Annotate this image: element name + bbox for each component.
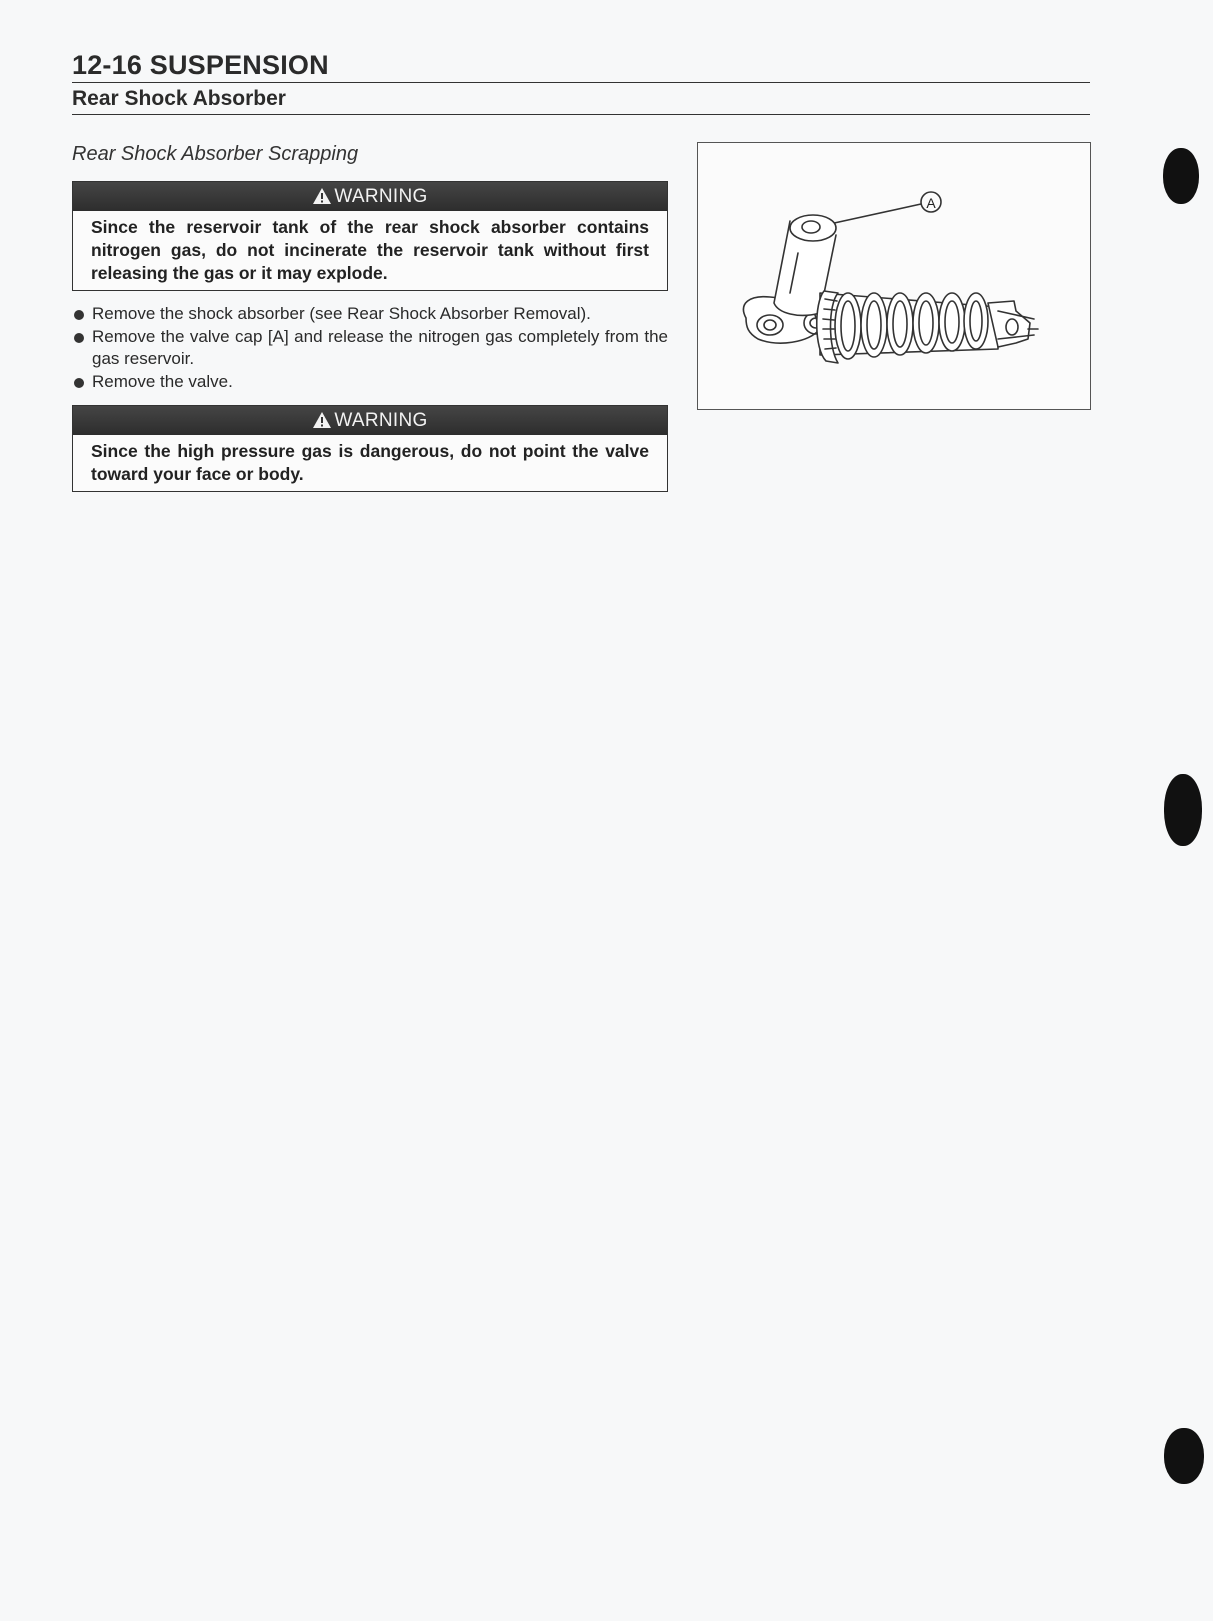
list-item [72, 303, 668, 326]
warning-triangle-icon [312, 187, 332, 205]
subsection-title: Rear Shock Absorber [72, 87, 286, 110]
procedure-column [72, 140, 668, 492]
warning-text: Since the reservoir tank of the rear shock absorber contains nitrogen gas, do not incinerate the reservoir tank without first releasing the gas or it may explode. [91, 217, 649, 283]
bullet-icon [74, 333, 84, 343]
header-rule-bottom [72, 114, 1090, 115]
procedure-title: Rear Shock Absorber Scrapping [72, 143, 359, 165]
step-list [72, 303, 668, 393]
list-item [72, 326, 668, 371]
warning-label: WARNING [334, 410, 428, 431]
warning-triangle-icon [312, 411, 332, 429]
warning-text: Since the high pressure gas is dangerous, do not point the valve toward your face or body. [91, 441, 649, 484]
step-text: Remove the valve cap [A] and release the nitrogen gas completely from the gas reservoir. [92, 326, 668, 368]
list-item [72, 371, 668, 394]
page-header [72, 48, 1090, 115]
step-text: Remove the shock absorber (see Rear Shock Absorber Removal). [92, 304, 591, 323]
warning-header [73, 406, 667, 435]
binder-hole-top [1163, 148, 1199, 204]
binder-hole-bottom [1164, 1428, 1204, 1484]
shock-absorber-figure [697, 142, 1091, 410]
rear-shock-absorber-illustration [698, 143, 1090, 409]
warning-header [73, 182, 667, 211]
step-text: Remove the valve. [92, 371, 233, 391]
warning-label: WARNING [334, 186, 428, 207]
bullet-icon [74, 378, 84, 388]
warning-box-reservoir [72, 181, 668, 291]
section-title: 12-16 SUSPENSION [72, 50, 329, 80]
bullet-icon [74, 310, 84, 320]
binder-hole-middle [1164, 774, 1202, 846]
warning-box-pressure [72, 405, 668, 492]
callout-a-label: A [926, 195, 936, 211]
